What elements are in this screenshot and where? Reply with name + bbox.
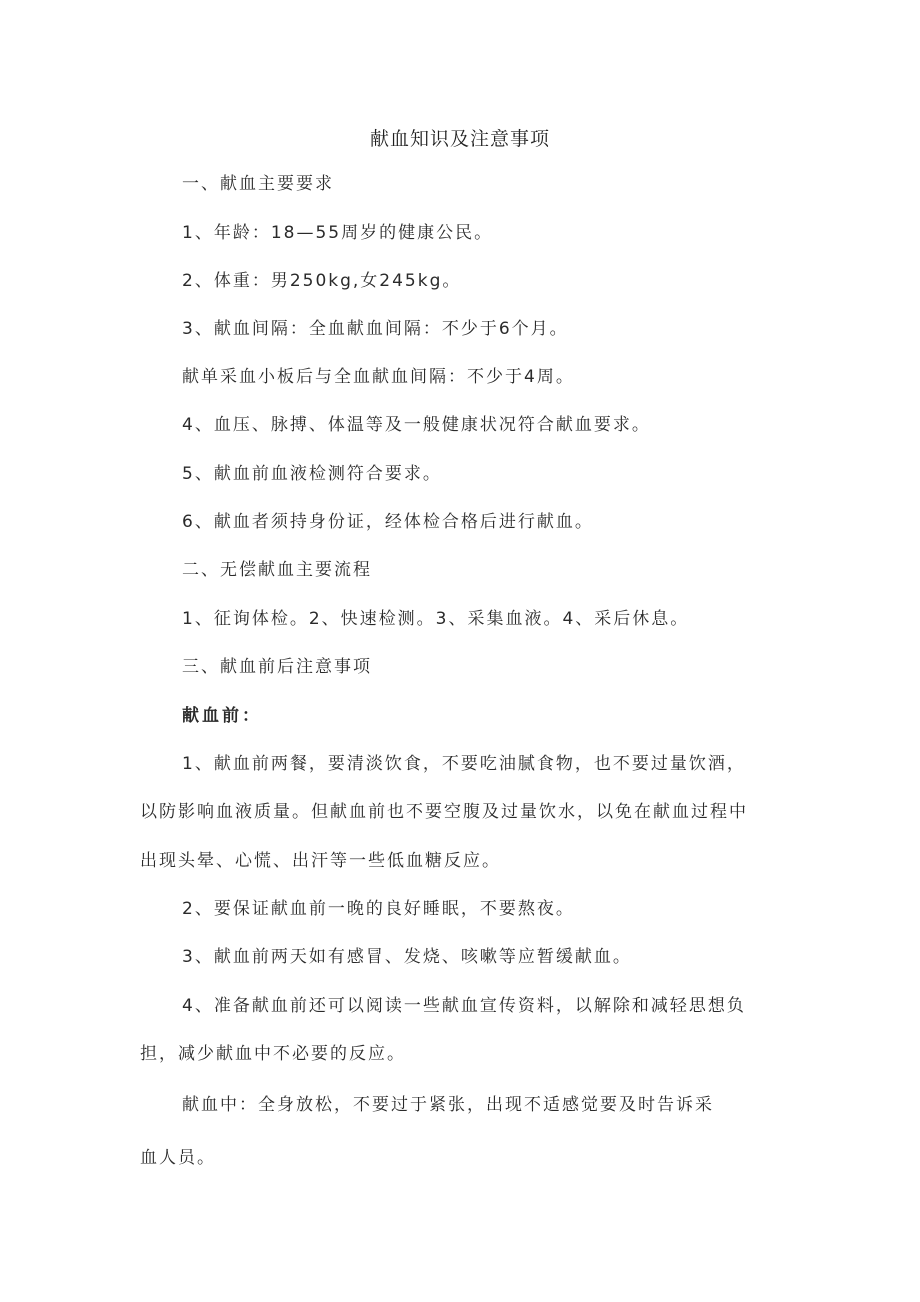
section-heading-requirements: 一、献血主要要求 [182, 174, 334, 194]
requirement-blood-test: 5、献血前血液检测符合要求。 [182, 464, 442, 484]
during-donation-line-1: 献血中：全身放松，不要过于紧张，出现不适感觉要及时告诉采 [182, 1095, 714, 1115]
requirement-weight: 2、体重：男250kg,女245kg。 [182, 271, 462, 291]
before-item-3: 3、献血前两天如有感冒、发烧、咳嗽等应暂缓献血。 [182, 947, 632, 967]
requirement-age: 1、年龄：18—55周岁的健康公民。 [182, 223, 494, 243]
before-item-1-line-1: 1、献血前两餐，要清淡饮食，不要吃油腻食物，也不要过量饮酒， [182, 754, 746, 774]
requirement-interval: 3、献血间隔：全血献血间隔：不少于6个月。 [182, 319, 569, 339]
during-donation-line-2: 血人员。 [140, 1148, 216, 1168]
before-item-1-line-3: 出现头晕、心慌、出汗等一些低血糖反应。 [140, 851, 501, 871]
document-title: 献血知识及注意事项 [369, 128, 550, 150]
process-steps: 1、征询体检。2、快速检测。3、采集血液。4、采后休息。 [182, 609, 690, 629]
subheading-before-donation: 献血前： [182, 706, 262, 726]
before-item-4-line-2: 担，减少献血中不必要的反应。 [140, 1044, 406, 1064]
requirement-health: 4、血压、脉搏、体温等及一般健康状况符合献血要求。 [182, 415, 651, 435]
before-item-4-line-1: 4、准备献血前还可以阅读一些献血宣传资料，以解除和减轻思想负 [182, 996, 746, 1016]
requirement-id-card: 6、献血者须持身份证，经体检合格后进行献血。 [182, 512, 594, 532]
before-item-2: 2、要保证献血前一晚的良好睡眠，不要熬夜。 [182, 899, 575, 919]
section-heading-process: 二、无偿献血主要流程 [182, 560, 372, 580]
before-item-1-line-2: 以防影响血液质量。但献血前也不要空腹及过量饮水，以免在献血过程中 [140, 802, 748, 822]
requirement-platelet-interval: 献单采血小板后与全血献血间隔：不少于4周。 [182, 367, 575, 387]
section-heading-precautions: 三、献血前后注意事项 [182, 657, 372, 677]
